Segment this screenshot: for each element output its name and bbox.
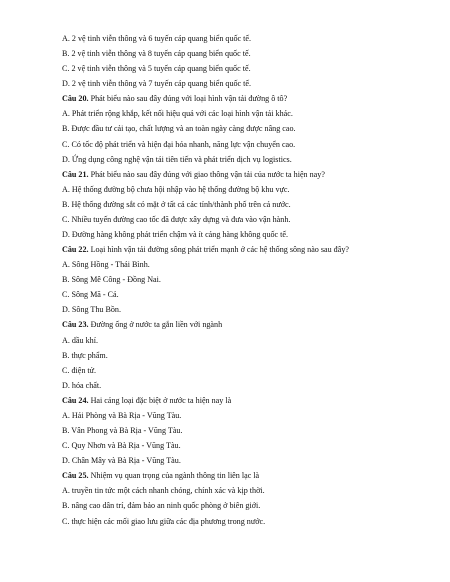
answer-option: B. 2 vệ tinh viễn thông và 8 tuyến cáp quang biển quốc tế. <box>62 49 251 59</box>
question-text: Đường ống ở nước ta gắn liền với ngành <box>88 320 223 330</box>
question-text: Hai cảng loại đặc biệt ở nước ta hiện nay là <box>88 395 232 405</box>
answer-option: A. Sông Hồng - Thái Bình. <box>62 260 150 270</box>
answer-option: D. hóa chất. <box>62 380 102 390</box>
question-number: Câu 25. <box>62 471 89 481</box>
answer-option: C. 2 vệ tinh viễn thông và 5 tuyến cáp quang biển quốc tế. <box>62 64 251 74</box>
answer-option: B. Được đầu tư cải tạo, chất lượng và an toàn ngày càng được nâng cao. <box>62 124 296 134</box>
answer-option: A. Hải Phòng và Bà Rịa - Vũng Tàu. <box>62 410 182 420</box>
question-stem <box>62 320 450 330</box>
answer-option: D. Sông Thu Bồn. <box>62 305 121 315</box>
question-stem <box>62 396 450 406</box>
answer-option: B. thực phẩm. <box>62 350 108 360</box>
answer-option: D. 2 vệ tinh viễn thông và 7 tuyến cáp quang biển quốc tế. <box>62 79 252 89</box>
question-stem <box>62 170 450 180</box>
question-number: Câu 22. <box>62 245 89 255</box>
question-text: Nhiệm vụ quan trọng của ngành thông tin liên lạc là <box>88 471 260 481</box>
answer-option: B. Hệ thống đường sắt có mặt ở tất cả các tỉnh/thành phố trên cả nước. <box>62 199 291 209</box>
question-stem <box>62 94 450 104</box>
question-text: Phát biểu nào sau đây đúng với loại hình vận tải đường ô tô? <box>88 94 288 104</box>
answer-option: C. Quy Nhơn và Bà Rịa - Vũng Tàu. <box>62 441 181 451</box>
answer-option: D. Đường hàng không phát triển chậm và ít cảng hàng không quốc tế. <box>62 230 289 240</box>
question-stem <box>62 471 450 481</box>
answer-option: B. Sông Mê Công - Đồng Nai. <box>62 275 161 285</box>
answer-option: B. nâng cao dân trí, đảm bảo an ninh quốc phòng ở biên giới. <box>62 501 261 511</box>
answer-option: C. điện tử. <box>62 365 97 375</box>
question-number: Câu 24. <box>62 395 89 405</box>
answer-option: D. Ứng dụng công nghệ vận tải tiên tiến và phát triển dịch vụ logistics. <box>62 154 292 164</box>
answer-option: D. Chân Mây và Bà Rịa - Vũng Tàu. <box>62 456 181 466</box>
answer-option: C. thực hiện các mối giao lưu giữa các địa phương trong nước. <box>62 516 266 526</box>
answer-option: A. dầu khí. <box>62 335 98 345</box>
answer-option: B. Vân Phong và Bà Rịa - Vũng Tàu. <box>62 426 183 436</box>
answer-option: A. truyền tin tức một cách nhanh chóng, chính xác và kịp thời. <box>62 486 265 496</box>
answer-option: C. Sông Mã - Cả. <box>62 290 119 300</box>
question-number: Câu 21. <box>62 169 89 179</box>
answer-option: A. 2 vệ tinh viễn thông và 6 tuyến cáp quang biển quốc tế. <box>62 34 252 43</box>
answer-option: A. Phát triển rộng khắp, kết nối hiệu quả với các loại hình vận tải khác. <box>62 109 293 119</box>
answer-option: C. Có tốc độ phát triển và hiện đại hóa nhanh, năng lực vận chuyển cao. <box>62 139 296 149</box>
question-number: Câu 23. <box>62 320 89 330</box>
answer-option: A. Hệ thống đường bộ chưa hội nhập vào hệ thống đường bộ khu vực. <box>62 184 290 194</box>
question-text: Loại hình vận tải đường sông phát triển mạnh ở các hệ thống sông nào sau đây? <box>88 245 349 255</box>
answer-option: C. Nhiều tuyến đường cao tốc đã được xây dựng và đưa vào vận hành. <box>62 214 291 224</box>
question-stem <box>62 245 450 255</box>
question-text: Phát biểu nào sau đây đúng với giao thông vận tải của nước ta hiện nay? <box>88 169 325 179</box>
question-number: Câu 20. <box>62 94 89 104</box>
